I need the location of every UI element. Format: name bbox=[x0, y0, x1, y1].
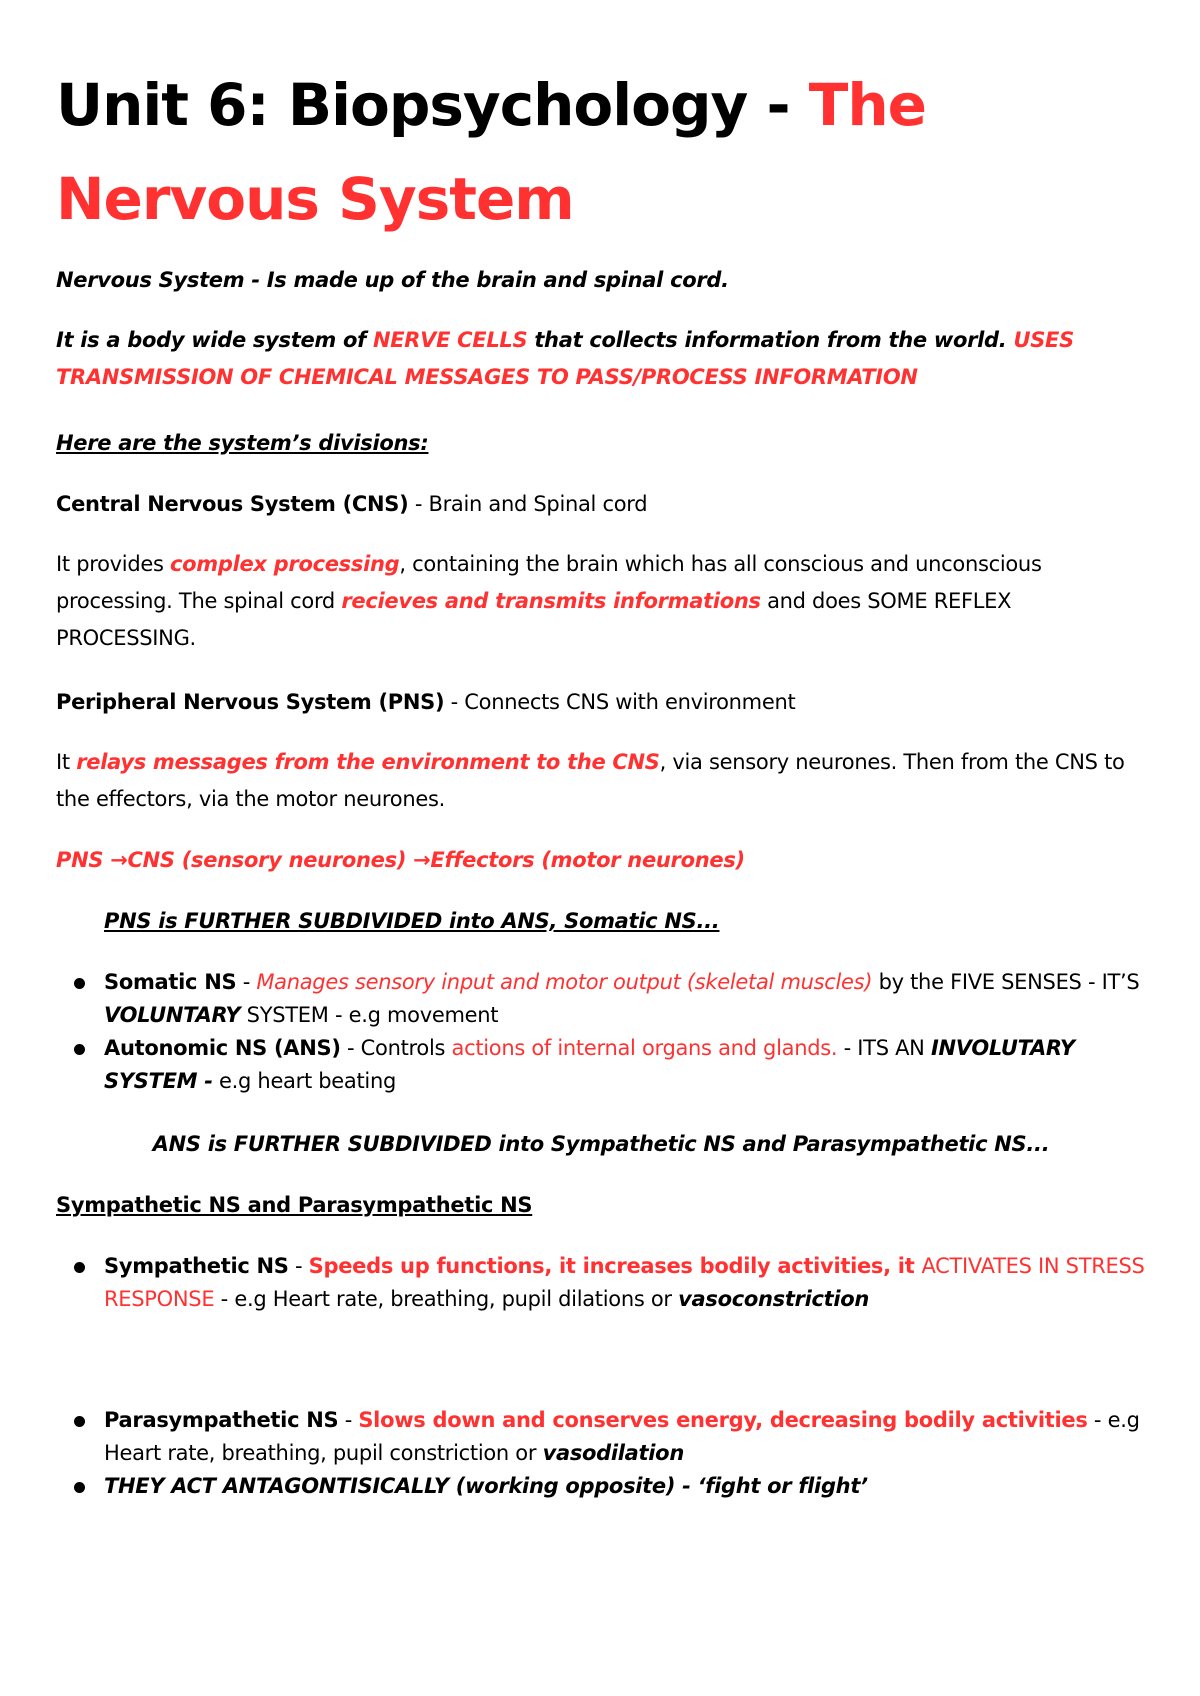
title-black: Unit 6: Biopsychology - bbox=[56, 71, 809, 139]
somatic-text-1: by the FIVE SENSES - IT’S bbox=[872, 970, 1140, 994]
somatic-red: Manages sensory input and motor output (skeletal muscles) bbox=[256, 970, 873, 994]
autonomic-involuntary: INVOLUTARY SYSTEM - bbox=[104, 1036, 1075, 1093]
definition-text: Is made up of the brain and spinal cord. bbox=[266, 268, 729, 292]
bullet-icon bbox=[74, 1482, 85, 1493]
list-item-somatic bbox=[56, 966, 1146, 1032]
sympathetic-text-1: - e.g Heart rate, breathing, pupil dilations or bbox=[214, 1287, 679, 1311]
parasympathetic-vasodilation: vasodilation bbox=[542, 1441, 684, 1465]
intro-red-transmission: USES TRANSMISSION OF CHEMICAL MESSAGES TO PASS/PROCESS INFORMATION bbox=[56, 328, 1074, 389]
list-item-antagonistic bbox=[56, 1470, 1146, 1503]
cns-heading bbox=[56, 486, 1146, 523]
pns-paragraph bbox=[56, 744, 1146, 818]
somatic-text-2: SYSTEM - e.g movement bbox=[240, 1003, 499, 1027]
pns-heading bbox=[56, 684, 1146, 721]
autonomic-term: Autonomic NS (ANS) bbox=[104, 1036, 341, 1060]
cns-term: Central Nervous System (CNS) bbox=[56, 492, 409, 516]
parasympathetic-list bbox=[56, 1404, 1146, 1503]
pns-def: - Connects CNS with environment bbox=[444, 690, 796, 714]
intro-red-nerve-cells: NERVE CELLS bbox=[372, 328, 528, 352]
sympathetic-list bbox=[56, 1250, 1146, 1316]
cns-red-2: recieves and transmits informations bbox=[341, 589, 761, 613]
sympathetic-vasoconstriction: vasoconstriction bbox=[678, 1287, 870, 1311]
sympathetic-dash: - bbox=[288, 1254, 309, 1278]
parasympathetic-dash: - bbox=[338, 1408, 359, 1432]
page-title bbox=[56, 58, 1156, 246]
bullet-icon bbox=[74, 1044, 85, 1055]
parasympathetic-red-bold: Slows down and conserves energy, decreasing bodily activities bbox=[358, 1408, 1088, 1432]
antagonistic-text: THEY ACT ANTAGONTISICALLY (working opposite) - ‘fight or flight’ bbox=[104, 1474, 868, 1498]
intro-text-a: It is a body wide system of bbox=[56, 328, 373, 352]
list-item-sympathetic bbox=[56, 1250, 1146, 1316]
autonomic-text-2: - ITS AN bbox=[837, 1036, 931, 1060]
nervous-system-definition bbox=[56, 262, 1146, 299]
bullet-icon bbox=[74, 1416, 85, 1427]
pns-red-1: relays messages from the environment to the CNS bbox=[76, 750, 660, 774]
somatic-voluntary: VOLUNTARY bbox=[104, 1003, 241, 1027]
autonomic-text-3: e.g heart beating bbox=[212, 1069, 397, 1093]
pns-text-1: It bbox=[56, 750, 77, 774]
intro-text-b: that collects information from the world. bbox=[527, 328, 1014, 352]
parasympathetic-text-1: - e.g Heart rate, breathing, pupil constriction or bbox=[104, 1408, 1140, 1465]
sympathetic-red-plain: ACTIVATES IN STRESS RESPONSE bbox=[104, 1254, 1145, 1311]
pns-term: Peripheral Nervous System (PNS) bbox=[56, 690, 445, 714]
parasympathetic-term: Parasympathetic NS bbox=[104, 1408, 339, 1432]
intro-paragraph bbox=[56, 322, 1146, 396]
autonomic-text-1: - Controls bbox=[340, 1036, 452, 1060]
somatic-dash: - bbox=[236, 970, 257, 994]
symp-para-heading: Sympathetic NS and Parasympathetic NS bbox=[56, 1193, 533, 1217]
pns-subdivided-heading: PNS is FURTHER SUBDIVIDED into ANS, Somatic NS... bbox=[104, 909, 720, 933]
pns-subdivision-list bbox=[56, 966, 1146, 1098]
list-item-autonomic bbox=[56, 1032, 1146, 1098]
sympathetic-term: Sympathetic NS bbox=[104, 1254, 289, 1278]
cns-text-2: , containing the brain which has all conscious and unconscious processing. The spinal cord bbox=[56, 552, 1042, 613]
cns-text-1: It provides bbox=[56, 552, 170, 576]
bullet-icon bbox=[74, 1262, 85, 1273]
cns-red-1: complex processing bbox=[169, 552, 400, 576]
autonomic-red: actions of internal organs and glands. bbox=[451, 1036, 838, 1060]
cns-text-3: and does SOME REFLEX PROCESSING. bbox=[56, 589, 1012, 650]
pns-text-2: , via sensory neurones. Then from the CNS to the effectors, via the motor neurones. bbox=[56, 750, 1125, 811]
pns-flow: PNS →CNS (sensory neurones) →Effectors (motor neurones) bbox=[56, 848, 745, 872]
bullet-icon bbox=[74, 978, 85, 989]
list-item-parasympathetic bbox=[56, 1404, 1146, 1470]
divisions-heading: Here are the system’s divisions: bbox=[56, 431, 429, 455]
sympathetic-red-bold: Speeds up functions, it increases bodily activities, it bbox=[308, 1254, 922, 1278]
title-red: The Nervous System bbox=[56, 71, 926, 233]
ans-subdivided-heading: ANS is FURTHER SUBDIVIDED into Sympathetic NS and Parasympathetic NS... bbox=[152, 1132, 1050, 1156]
cns-paragraph bbox=[56, 546, 1146, 657]
cns-def: - Brain and Spinal cord bbox=[408, 492, 648, 516]
somatic-term: Somatic NS bbox=[104, 970, 237, 994]
definition-term: Nervous System - bbox=[56, 268, 267, 292]
